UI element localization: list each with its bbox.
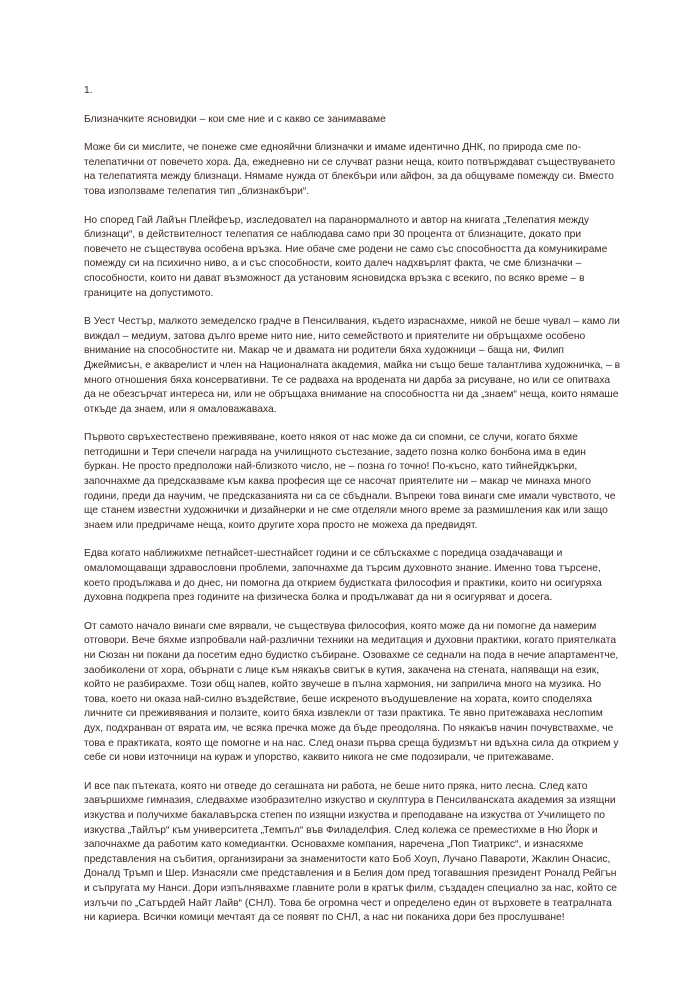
paragraph: В Уест Честър, малкото земеделско градче в Пенсилвания, където израснахме, никой не беше чувал – камо ли виждал – медиум, затова дълго време нито ние, нито семейството и приятелите ни обръщахме особено внимание на способностите ни. Макар че и двамата ни родители бяха художници – баща ни, Филип Джеймисън, е акварелист и член на Националната академия, майка ни също беше талантлива художничка, – в много отношения бяха консервативни. Те се радваха на вродената ни дарба за рисуване, но или се опитваха да не обезсърчат интереса ни, или не обръщаха внимание на способността ни да „знаем“ неща, които нямаше откъде да знаем, или я омаловажаваха. (84, 316, 621, 415)
paragraph: Първото свръхестествено преживяване, което някоя от нас може да си спомни, се случи, когато бяхме петгодишни и Тери спечели награда на училищното състезание, задето позна колко бонбона има в един буркан. Не просто предположи най-близкото число, не – позна го точно! По-късно, като тийнейджърки, започнахме да предсказваме към каква професия ще се насочат приятелите ни – макар че минаха много години, преди да научим, че предсказанията ни са се сбъднали. Въпреки това винаги сме имали чувството, че ще станем известни художнички и дизайнерки и не сме отделяли много време за размишления как или защо знаем или предричаме неща, които другите хора просто не можеха да предвидят. (84, 432, 616, 531)
paragraph: Може би си мислите, че понеже сме еднояйчни близначки и имаме идентично ДНК, по природа сме по-телепатични от повечето хора. Да, ежедневно ни се случват разни неща, които потвърждават съществуването на телепатията между близнаци. Нямаме нужда от блекбъри или айфон, за да общуваме помежду си. Вместо това използваме телепатия тип „близнакбъри“. (84, 142, 616, 197)
paragraph: От самото начало винаги сме вярвали, че съществува философия, която може да ни помогне да намерим отговори. Вече бяхме изпробвали най-различни техники на медитация и духовни практики, когато приятелката ни Сюзан ни покани да посетим едно будистко събиране. Озовахме се седнали на пода в нечие апартаментче, заобиколени от хора, обърнати с лице към някакъв свитък в кутия, закачена на стената, напяващи на език, който не разбирахме. Този общ напев, който звучеше в пълна хармония, ни заприлича много на музика. Но това, което ни оказа най-силно въздействие, беше искреното въодушевление на хората, които споделяха личните си преживявания и ползите, които бяха извлекли от тази практика. Те явно притежаваха неслomим дух, подхранван от вярата им, че всяка пречка може да бъде преодоляна. По някакъв начин почувствахме, че това е практиката, която ще помогне и на нас. След онази първа среща будизмът ни вдъхна сила да открием у себе си нови източници на кураж и упорство, каквито никога не сме подозирали, че притежаваме. (84, 620, 619, 764)
page-number: 1. (84, 85, 93, 96)
paragraph: Едва когато наближихме петнайсет-шестнайсет години и се сблъскахме с поредица озадачаващи и омаломощаващи здравословни проблеми, започнахме да търсим духовното знание. Именно това търсене, което продължава и до днес, ни помогна да открием будистката философия и практики, които ни осигуряха духовна подкрепа през годините на физическа болка и продължават да ни я осигуряват и досега. (84, 548, 602, 604)
paragraph: И все пак пътеката, която ни отведе до сегашната ни работа, не беше нито пряка, нито лесна. След като завършихме гимназия, следвахме изобразително изкуство и скулптура в Пенсилванската академия за изящни изкуства и получихме бакалавърска степен по изящни изкуства и преподаване на изкуства от Училището по изкуства „Тайлър“ към университета „Темпъл“ във Филаделфия. След колежа се преместихме в Ню Йорк и започнахме да работим като комедиантки. Основахме компания, наречена „Поп Тиатрикс“, и изнасяхме представления на събития, организирани за знаменитости като Боб Хоуп, Лучано Павароти, Жаклин Онасис, Доналд Тръмп и Шер. Изнасяли сме представления и в Белия дом пред тогавашния президент Роналд Рейгън и съпругата му Нанси. Дори изпълнявахме главните роли в кратък филм, създаден специално за нас, който се излъчи по „Сатърдей Найт Лайв“ (СНЛ). Това бе огромна чест и определено един от върховете в театралната ни кариера. Всички комици мечтаят да се появят по СНЛ, а нас ни поканиха дори без прослушване! (84, 780, 618, 924)
paragraph: Но според Гай Лайън Плейфеър, изследовател на паранормалното и автор на книгата „Телепатия между близнаци“, в действителност телепатия се наблюдава само при 30 процента от близнаците, докато при повечето не съществува особена връзка. Ние обаче сме родени не само със способността да комуникираме помежду си на психично ниво, а и със способности, които далеч надхвърлят факта, че сме близначки – способности, които ни дават възможност да установим ясновидска връзка с всекиго, по всяко време – в границите на допустимото. (84, 214, 608, 299)
page-content (84, 84, 624, 940)
section-title: Близначките ясновидки – кои сме ние и с какво се занимаваме (84, 113, 386, 125)
